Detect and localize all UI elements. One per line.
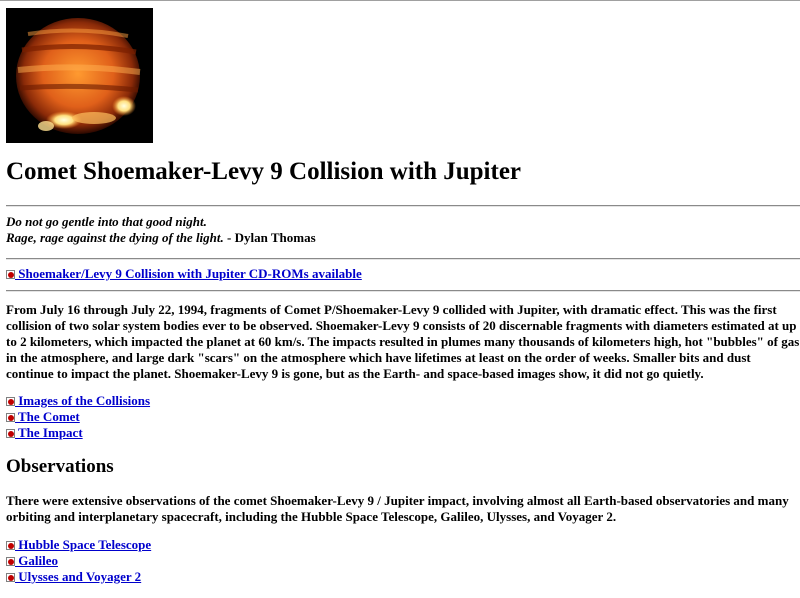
comet-link[interactable]: The Comet xyxy=(15,409,80,424)
page-title: Comet Shoemaker-Levy 9 Collision with Jupiter xyxy=(6,158,522,185)
divider xyxy=(6,205,800,207)
list-item xyxy=(6,393,150,409)
bullet-icon xyxy=(6,270,15,279)
observations-paragraph: There were extensive observations of the comet Shoemaker-Levy 9 / Jupiter impact, involving almost all Earth-based observatories and many orbiting and interplanetary spacecraft, including the Hubble Space Telescope, Galileo, Ulysses, and Voyager 2. xyxy=(6,493,789,524)
impact-link[interactable]: The Impact xyxy=(15,425,83,440)
list-item xyxy=(6,553,58,569)
list-item xyxy=(6,409,80,425)
images-link[interactable]: Images of the Collisions xyxy=(15,393,151,408)
divider xyxy=(6,258,800,260)
list-item xyxy=(6,569,141,585)
quote-line-2: Rage, rage against the dying of the light. xyxy=(6,230,224,245)
bullet-icon xyxy=(6,557,15,566)
hubble-link[interactable]: Hubble Space Telescope xyxy=(15,537,152,552)
bullet-icon xyxy=(6,541,15,550)
bullet-icon xyxy=(6,429,15,438)
galileo-link[interactable]: Galileo xyxy=(15,553,58,568)
list-item xyxy=(6,266,362,282)
divider xyxy=(6,290,800,292)
observations-heading: Observations xyxy=(6,456,114,477)
quote-line-1: Do not go gentle into that good night. xyxy=(6,214,207,229)
ulysses-voyager-link[interactable]: Ulysses and Voyager 2 xyxy=(15,569,142,584)
jupiter-impact-image xyxy=(6,8,153,143)
top-rule xyxy=(0,0,800,1)
list-item xyxy=(6,537,151,553)
bullet-icon xyxy=(6,397,15,406)
jupiter-icon xyxy=(6,8,153,143)
quote-attribution: - Dylan Thomas xyxy=(223,230,316,245)
bullet-icon xyxy=(6,573,15,582)
intro-paragraph: From July 16 through July 22, 1994, fragments of Comet P/Shoemaker-Levy 9 collided with Jupiter, with dramatic effect. This was the first collision of two solar system bodies ever to be observed. Shoemaker-Levy 9 consists of 20 discernable fragments with diameters estimated at up to 2 kilometers, which impacted the planet at 60 km/s. The impacts resulted in plumes many thousands of kilometers high, hot "bubbles" of gas in the atmosphere, and large dark "scars" on the atmosphere which have lifetimes at least on the order of weeks. Smaller bits and dust continue to impact the planet. Shoemaker-Levy 9 is gone, but as the Earth- and space-based images show, it did not go quietly. xyxy=(6,302,800,381)
epigraph xyxy=(6,214,316,246)
list-item xyxy=(6,425,83,441)
bullet-icon xyxy=(6,413,15,422)
cdrom-link[interactable]: Shoemaker/Levy 9 Collision with Jupiter CD-ROMs available xyxy=(15,266,362,281)
